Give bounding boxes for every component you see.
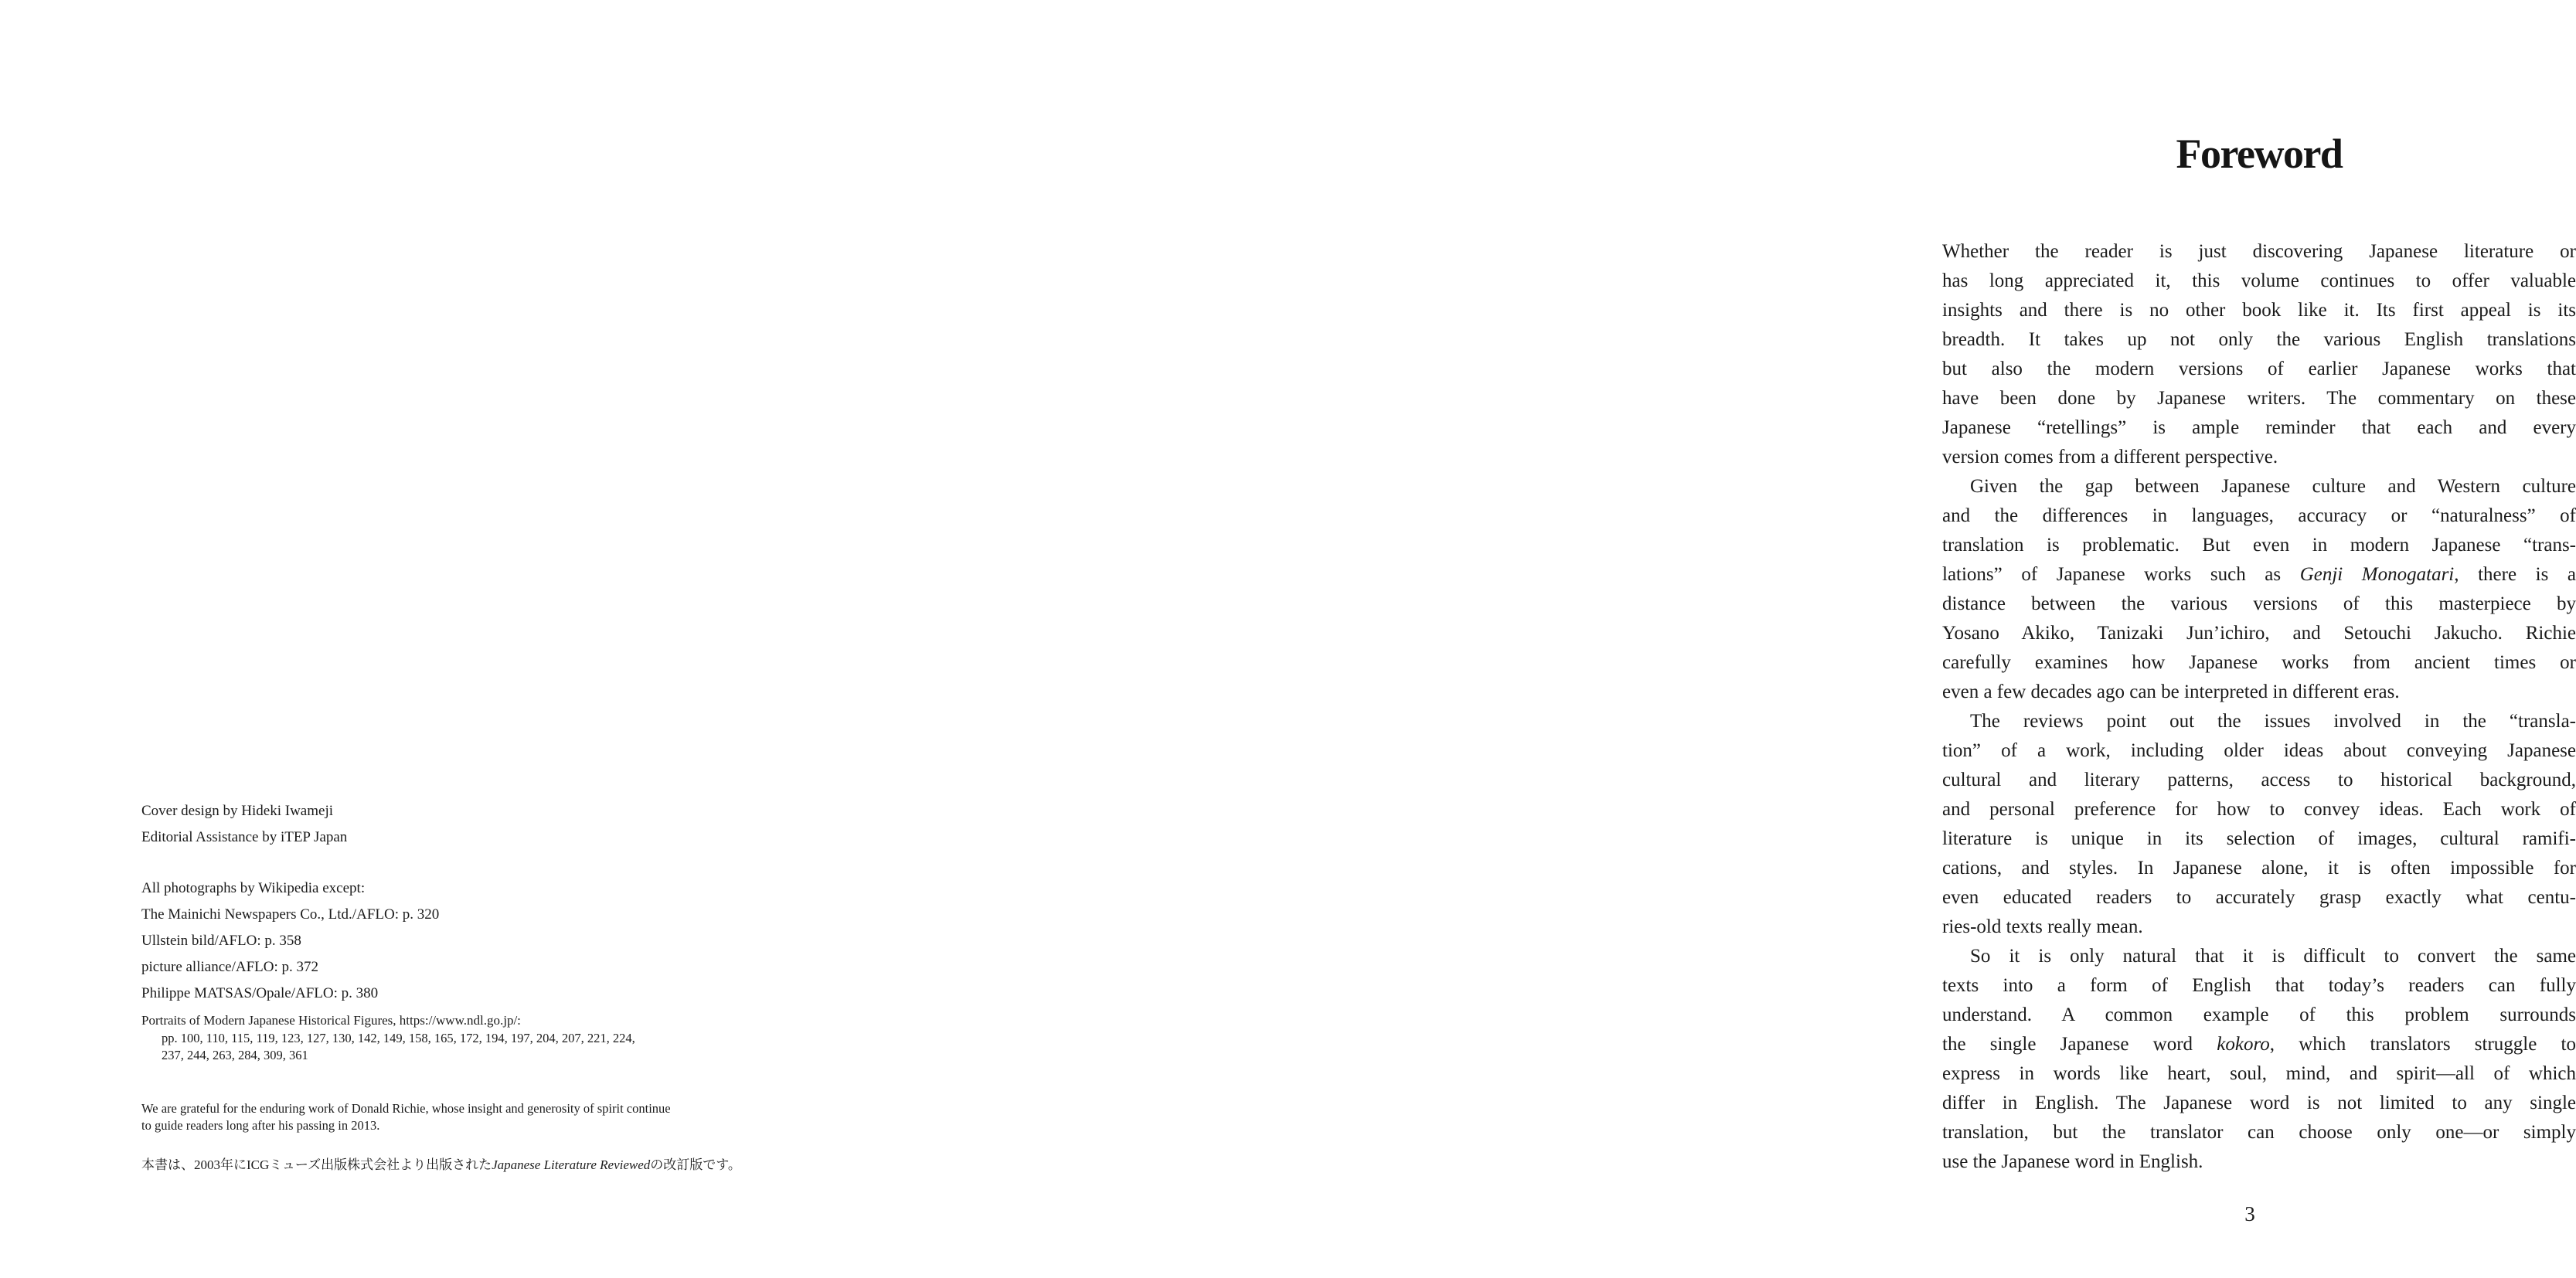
photo-credits-list: The Mainichi Newspapers Co., Ltd./AFLO: p. 320 Ullstein bild/AFLO: p. 358 picture alliance/AFLO: p. 372 Philippe MATSAS/Opale/AFLO: p. 380 [141, 906, 440, 1001]
portraits-source: Portraits of Modern Japanese Historical Figures, https://www.ndl.go.jp/: [141, 1013, 521, 1028]
chapter-title: Foreword [2176, 131, 2343, 177]
colophon-block [141, 798, 860, 1174]
japanese-edition-note: 本書は、2003年にICGミューズ出版株式会社より出版されたJapanese Literature Reviewedの改訂版です。 [141, 1157, 741, 1172]
page-number: 3 [2244, 1202, 2255, 1225]
left-page [0, 0, 900, 1278]
gratitude-note: We are grateful for the enduring work of Donald Richie, whose insight and generosity of spirit continue to guide readers long after his passing in 2013. [141, 1101, 671, 1133]
portraits-credit [141, 1011, 860, 1064]
foreword-body: Whether the reader is just discovering Japanese literature or has long appreciated it, this volume continues to offer valuable insights and there is no other book like it. Its first appeal is its breadth. It takes up not only the various English translations but also the modern versions of earlier Japanese works that have been done by Japanese writers. The commentary on these Japanese “retellings” is ample reminder that each and every version comes from a different perspective. Given the gap between Japanese culture and Western culture and the differences in languages, accuracy or “naturalness” of translation is problematic. But even in modern Japanese “trans- lations” of Japanese works such as Genji Monogatari, there is a distance between the various versions of this masterpiece by Yosano Akiko, Tanizaki Jun’ichiro, and Setouchi Jakucho. Richie carefully examines how Japanese works from ancient times or even a few decades ago can be interpreted in different eras. The reviews point out the issues involved in the “transla- tion” of a work, including older ideas about conveying Japanese cultural and literary patterns, access to historical background, and personal preference for how to convey ideas. Each work of literature is unique in its selection of images, cultural ramifi- cations, and styles. In Japanese alone, it is often impossible for even educated readers to accurately grasp exactly what centu- ries-old texts really mean. So it is only natural that it is difficult to convert the same texts into a form of English that today’s readers can fully understand. A common example of this problem surrounds the single Japanese word kokoro, which translators struggle to express in words like heart, soul, mind, and spirit—all of which differ in English. The Japanese word is not limited to any single translation, but the translator can choose only one—or simply use the Japanese word in English. [1942, 241, 2576, 1172]
portraits-page-list: pp. 100, 110, 115, 119, 123, 127, 130, 142, 149, 158, 165, 172, 194, 197, 204, 207, 221, 224, 237, 244, 263, 284, 309, 361 [162, 1031, 635, 1062]
right-page [900, 0, 2576, 1278]
photo-credits-intro: All photographs by Wikipedia except: [141, 880, 366, 896]
credits-list: Cover design by Hideki Iwameji Editorial Assistance by iTEP Japan [141, 803, 348, 845]
